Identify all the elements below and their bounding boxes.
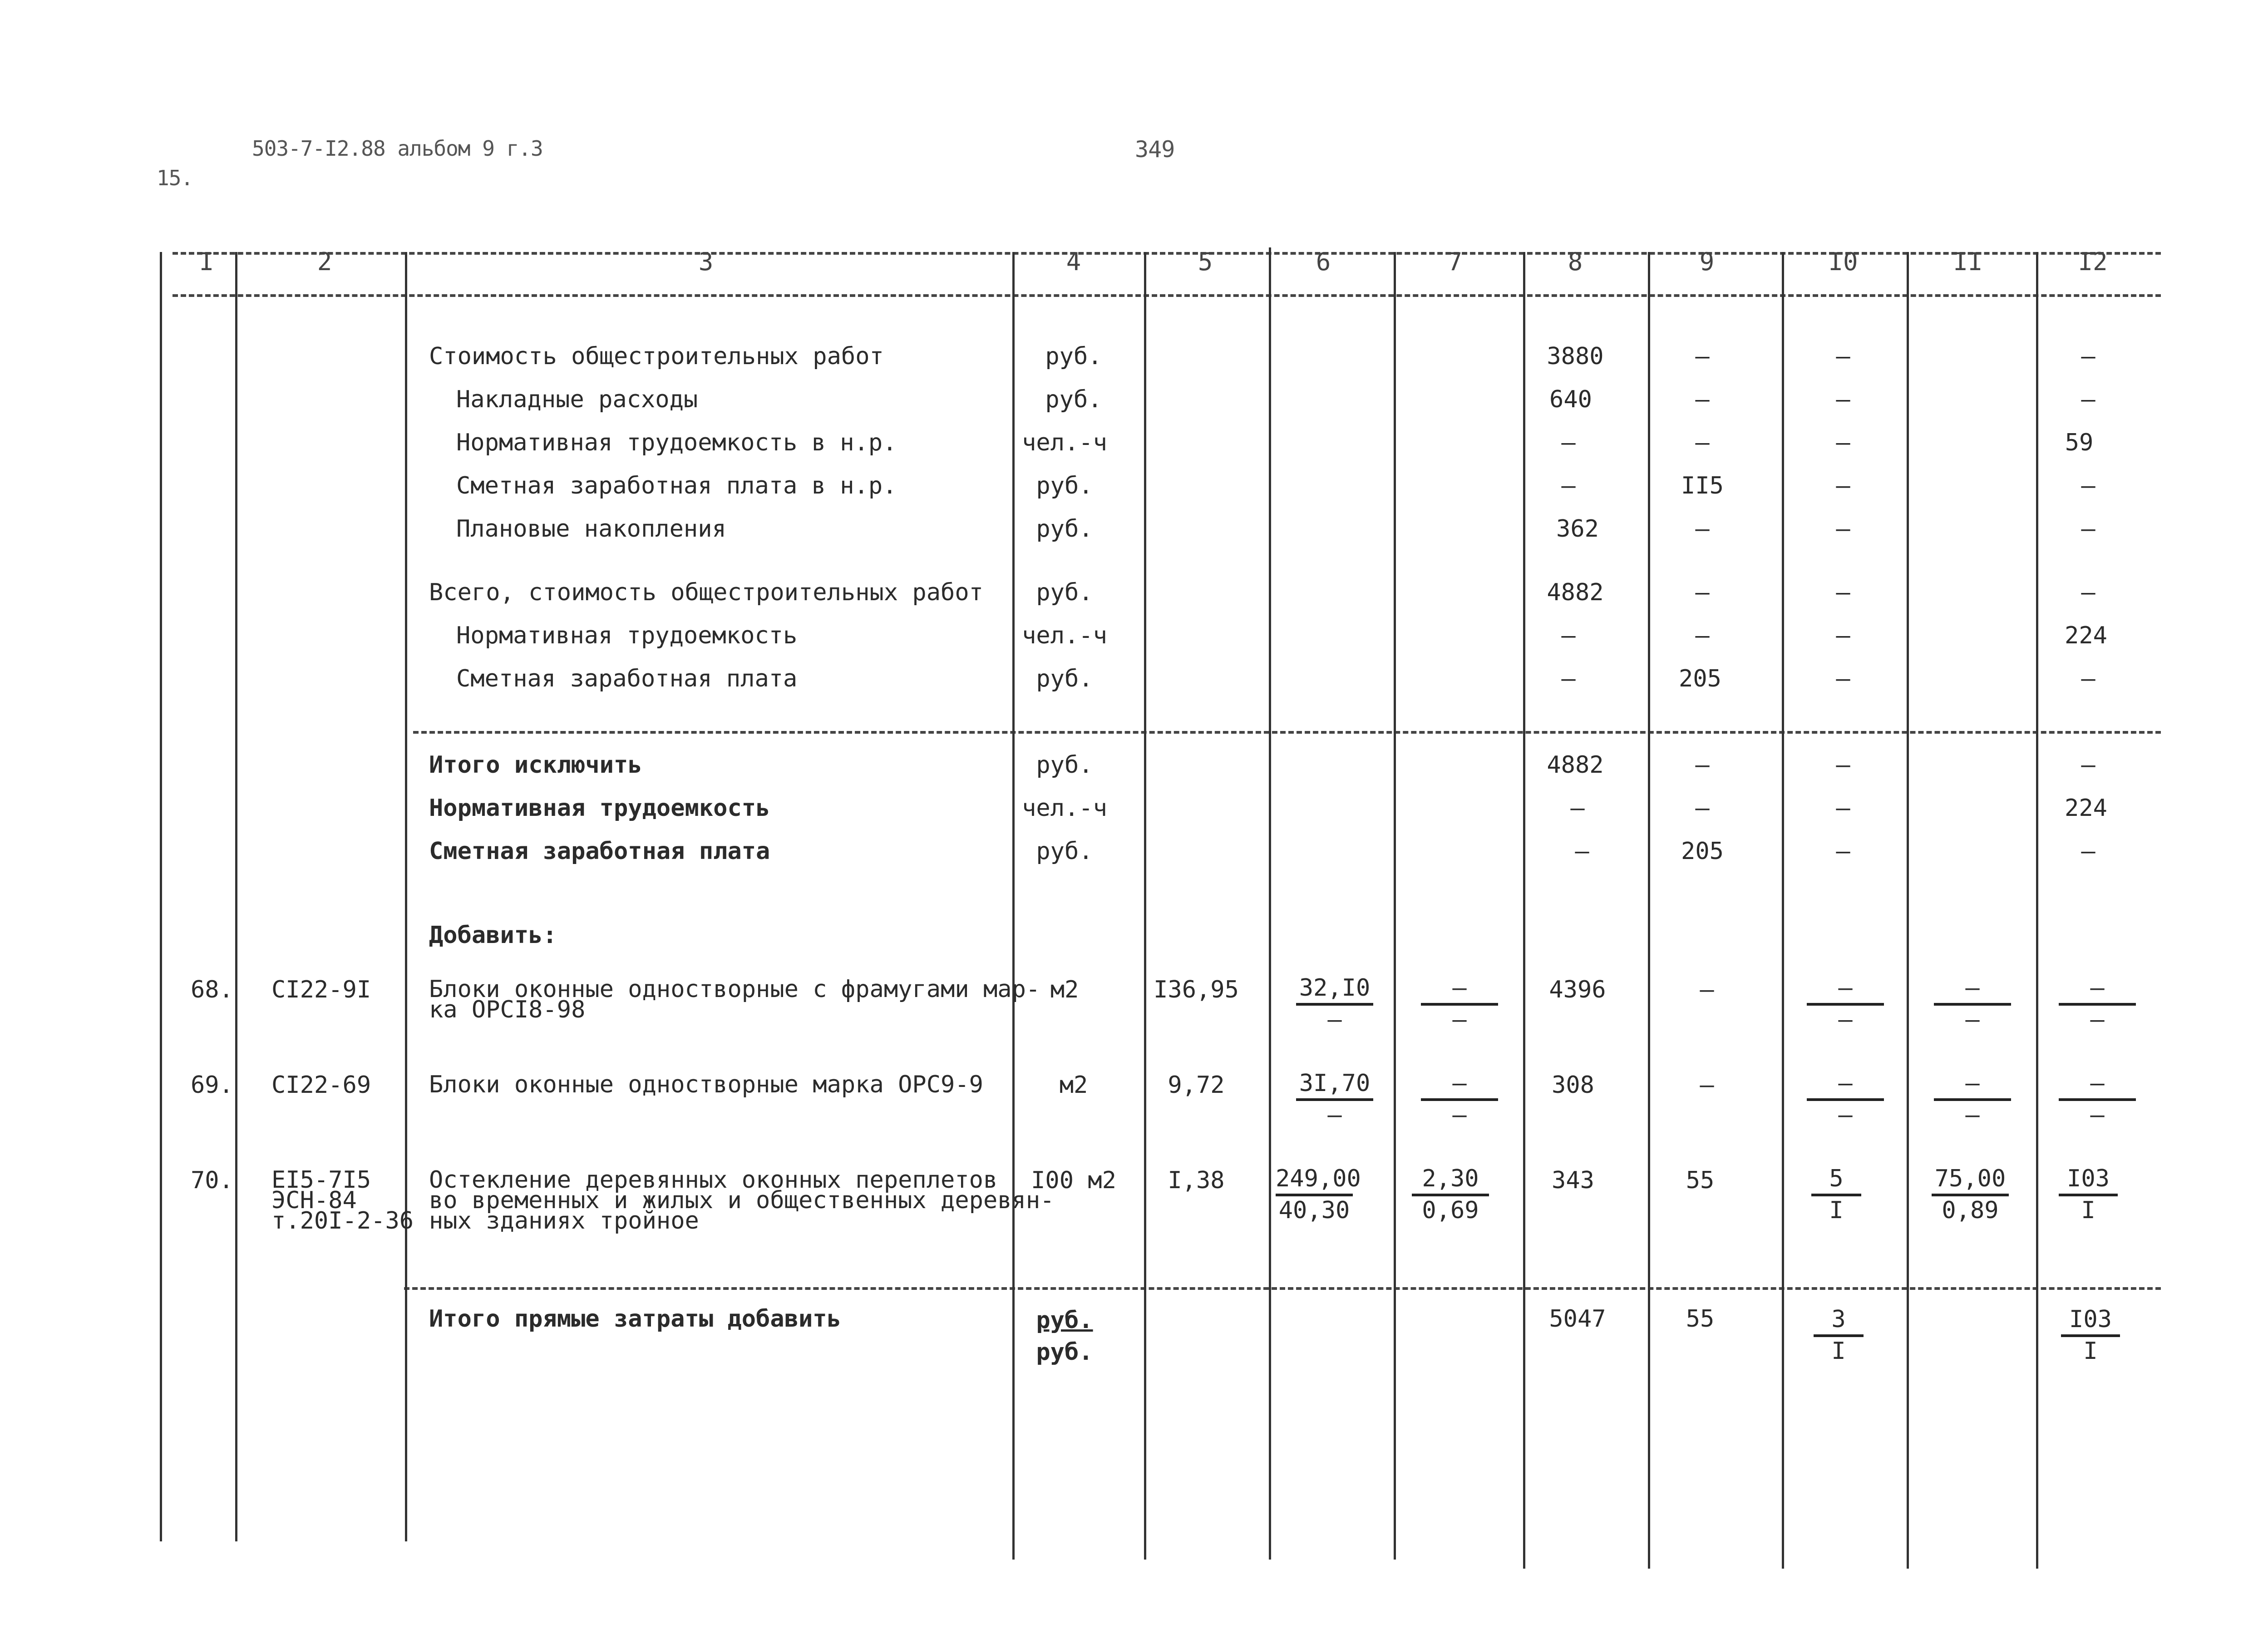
- row-name: Нормативная трудоемкость: [429, 795, 770, 822]
- item-number: 69.: [191, 1071, 233, 1099]
- row-c8: –: [1561, 472, 1576, 499]
- row-name: Плановые накопления: [456, 515, 726, 543]
- row-c12: –: [2081, 343, 2095, 370]
- row-name: Нормативная трудоемкость: [456, 622, 798, 649]
- row-c8: –: [1575, 838, 1589, 865]
- item-code: CI22-69: [271, 1071, 371, 1099]
- item-c11: [1934, 1069, 2011, 1129]
- row-unit: чел.-ч: [1022, 429, 1107, 456]
- frac-top: –: [1934, 974, 2011, 1006]
- row-unit: руб.: [1036, 472, 1093, 499]
- total-c12: [2061, 1305, 2120, 1365]
- row-name: Стоимость общестроительных работ: [429, 343, 884, 370]
- item-qty: I,38: [1168, 1167, 1225, 1194]
- item-c8: 4396: [1549, 976, 1606, 1003]
- col-border-11: [1907, 252, 1909, 1569]
- item-unit: м2: [1059, 1071, 1088, 1099]
- col-border-2: [235, 252, 237, 1541]
- frac-top: –: [2059, 974, 2136, 1006]
- col-number: 8: [1568, 247, 1583, 276]
- frac-bottom: –: [1965, 1101, 1980, 1129]
- row-c12: 59: [2065, 429, 2094, 456]
- row-c12: 224: [2065, 622, 2107, 649]
- row-c10: –: [1836, 751, 1850, 779]
- frac-top: –: [1807, 974, 1884, 1006]
- frac-top: 249,00: [1276, 1165, 1353, 1196]
- col-number: 4: [1066, 247, 1081, 276]
- item-c6: [1296, 1069, 1373, 1129]
- item-c7: [1421, 974, 1498, 1034]
- row-name: Сметная заработная плата в н.р.: [456, 472, 897, 499]
- frac-top: 5: [1811, 1165, 1861, 1196]
- row-c8: –: [1561, 665, 1576, 692]
- row-c10: –: [1836, 795, 1850, 822]
- item-number: 68.: [191, 976, 233, 1003]
- frac-bottom: –: [1838, 1006, 1853, 1033]
- row-c9: II5: [1681, 472, 1724, 499]
- item-c9: 55: [1686, 1167, 1715, 1194]
- row-c9: –: [1695, 795, 1710, 822]
- row-c10: –: [1836, 515, 1850, 543]
- row-c10: –: [1836, 429, 1850, 456]
- col-border-5: [1144, 252, 1146, 1560]
- row-unit: руб.: [1045, 386, 1102, 413]
- row-c10: –: [1836, 386, 1850, 413]
- col-border-1: [160, 252, 162, 1541]
- row-c9: 205: [1681, 838, 1724, 865]
- row-c10: –: [1836, 838, 1850, 865]
- col-number: I: [199, 247, 214, 276]
- row-c8: 4882: [1547, 751, 1604, 779]
- row-c9: –: [1695, 751, 1710, 779]
- row-name: Всего, стоимость общестроительных работ: [429, 579, 983, 606]
- frac-bottom: I: [2083, 1338, 2098, 1365]
- item-c10: [1811, 1165, 1861, 1224]
- row-c9: 205: [1679, 665, 1721, 692]
- frac-bottom: –: [1452, 1006, 1467, 1033]
- document-reference: 503-7-I2.88 альбом 9 г.3: [252, 136, 543, 161]
- row-c8: –: [1561, 429, 1576, 456]
- row-unit: руб.: [1036, 579, 1093, 606]
- row-unit: чел.-ч: [1022, 622, 1107, 649]
- item-c6: [1276, 1165, 1361, 1224]
- item-desc-line: ка ОРСI8-98: [429, 996, 586, 1023]
- row-c9: –: [1695, 515, 1710, 543]
- row-c10: –: [1836, 665, 1850, 692]
- row-name: Сметная заработная плата: [429, 838, 770, 865]
- col-number: 9: [1699, 247, 1715, 276]
- item-code-line: т.20I-2-36: [271, 1207, 414, 1234]
- col-number: 2: [317, 247, 332, 276]
- frac-top: I03: [2059, 1165, 2118, 1196]
- row-c9: –: [1695, 429, 1710, 456]
- total-divider: [404, 1287, 2161, 1290]
- col-border-6: [1269, 247, 1271, 1560]
- header-bottom-line: [173, 294, 2161, 297]
- frac-bottom: –: [2090, 1006, 2105, 1033]
- item-code: CI22-9I: [271, 976, 371, 1003]
- row-c12: –: [2081, 838, 2095, 865]
- row-c12: –: [2081, 386, 2095, 413]
- row-name: Накладные расходы: [456, 386, 698, 413]
- frac-top: 2,30: [1412, 1165, 1489, 1196]
- col-number: I0: [1828, 247, 1858, 276]
- frac-bottom: I: [1831, 1338, 1846, 1365]
- row-c12: –: [2081, 472, 2095, 499]
- item-c12: [2059, 1165, 2118, 1224]
- row-c8: 3880: [1547, 343, 1604, 370]
- total-c9: 55: [1686, 1305, 1715, 1333]
- item-desc-line: Остекление деревянных оконных переплетов: [429, 1166, 998, 1194]
- frac-bottom: I: [1829, 1197, 1844, 1224]
- page-number: 349: [1135, 136, 1175, 163]
- item-c9: –: [1700, 1071, 1714, 1099]
- row-c8: –: [1570, 795, 1585, 822]
- row-c10: –: [1836, 343, 1850, 370]
- side-mark: 15.: [157, 166, 193, 190]
- item-c8: 343: [1552, 1167, 1594, 1194]
- item-c11: [1934, 974, 2011, 1034]
- frac-top: –: [2059, 1069, 2136, 1101]
- item-qty: 9,72: [1168, 1071, 1225, 1099]
- col-border-3: [405, 252, 407, 1541]
- frac-top: 32,I0: [1296, 974, 1373, 1006]
- total-name: Итого прямые затраты добавить: [429, 1305, 841, 1333]
- row-unit: руб.: [1036, 838, 1093, 865]
- row-name: Нормативная трудоемкость в н.р.: [456, 429, 897, 456]
- add-label: Добавить:: [429, 922, 557, 949]
- row-c9: –: [1695, 622, 1710, 649]
- item-c7: [1421, 1069, 1498, 1129]
- frac-top: –: [1421, 1069, 1498, 1101]
- row-name: Сметная заработная плата: [456, 665, 798, 692]
- row-c8: 640: [1549, 386, 1592, 413]
- row-c12: –: [2081, 665, 2095, 692]
- item-qty: I36,95: [1154, 976, 1239, 1003]
- row-name: Итого исключить: [429, 751, 642, 779]
- frac-bottom: –: [1327, 1101, 1342, 1129]
- item-c9: –: [1700, 976, 1714, 1003]
- col-number: I2: [2078, 247, 2108, 276]
- item-code-line: EI5-7I5: [271, 1166, 371, 1194]
- item-c10: [1807, 974, 1884, 1034]
- item-unit: м2: [1050, 976, 1079, 1003]
- row-unit: руб.: [1045, 343, 1102, 370]
- frac-top: –: [1807, 1069, 1884, 1101]
- row-c12: –: [2081, 515, 2095, 543]
- item-c11: [1932, 1165, 2009, 1224]
- total-unit-bottom: руб.: [1036, 1338, 1093, 1366]
- frac-bottom: I: [2081, 1197, 2095, 1224]
- row-unit: руб.: [1036, 665, 1093, 692]
- item-unit: I00 м2: [1031, 1167, 1116, 1194]
- item-c8: 308: [1552, 1071, 1594, 1099]
- row-c9: –: [1695, 343, 1710, 370]
- frac-bottom: 40,30: [1278, 1197, 1350, 1224]
- frac-top: –: [1421, 974, 1498, 1006]
- total-c10: [1814, 1305, 1864, 1365]
- item-c12: [2059, 1069, 2136, 1129]
- item-number: 70.: [191, 1167, 233, 1194]
- row-c12: –: [2081, 751, 2095, 779]
- item-c6: [1296, 974, 1373, 1034]
- frac-top: I03: [2061, 1305, 2120, 1337]
- frac-bottom: 0,89: [1942, 1197, 1999, 1224]
- frac-bottom: –: [2090, 1101, 2105, 1129]
- item-desc-line: ных зданиях тройное: [429, 1207, 699, 1234]
- row-c10: –: [1836, 622, 1850, 649]
- row-unit: чел.-ч: [1022, 795, 1107, 822]
- row-c10: –: [1836, 579, 1850, 606]
- row-c8: –: [1561, 622, 1576, 649]
- item-c7: [1412, 1165, 1489, 1224]
- frac-top: 3: [1814, 1305, 1864, 1337]
- item-desc-line: Блоки оконные одностворные марка ОРС9-9: [429, 1071, 983, 1098]
- row-c12: 224: [2065, 795, 2107, 822]
- frac-bottom: –: [1327, 1006, 1342, 1033]
- item-c12: [2059, 974, 2136, 1034]
- section-divider: [413, 731, 2161, 734]
- row-unit: руб.: [1036, 515, 1093, 543]
- frac-bottom: –: [1965, 1006, 1980, 1033]
- row-c9: –: [1695, 386, 1710, 413]
- frac-top: –: [1934, 1069, 2011, 1101]
- col-number: 7: [1447, 247, 1463, 276]
- total-unit-top: руб.: [1036, 1307, 1093, 1334]
- col-number: 6: [1316, 247, 1331, 276]
- row-c10: –: [1836, 472, 1850, 499]
- col-border-7: [1394, 252, 1396, 1560]
- row-c8: 362: [1556, 515, 1599, 543]
- col-number: 3: [698, 247, 714, 276]
- frac-top: 75,00: [1932, 1165, 2009, 1196]
- total-c8: 5047: [1549, 1305, 1606, 1333]
- item-c10: [1807, 1069, 1884, 1129]
- frac-top: 3I,70: [1296, 1069, 1373, 1101]
- item-desc-line: Блоки оконные одностворные с фрамугами мар-: [429, 976, 1040, 1003]
- col-number: 5: [1198, 247, 1213, 276]
- col-border-10: [1782, 252, 1784, 1569]
- col-number: II: [1953, 247, 1983, 276]
- item-desc-line: во временных и жилых и общественных деревян-: [429, 1187, 1055, 1214]
- frac-bottom: 0,69: [1422, 1197, 1479, 1224]
- frac-bottom: –: [1838, 1101, 1853, 1129]
- item-code-line: ЭСН-84: [271, 1187, 357, 1214]
- frac-bottom: –: [1452, 1101, 1467, 1129]
- row-c9: –: [1695, 579, 1710, 606]
- row-unit: руб.: [1036, 751, 1093, 779]
- row-c8: 4882: [1547, 579, 1604, 606]
- row-c12: –: [2081, 579, 2095, 606]
